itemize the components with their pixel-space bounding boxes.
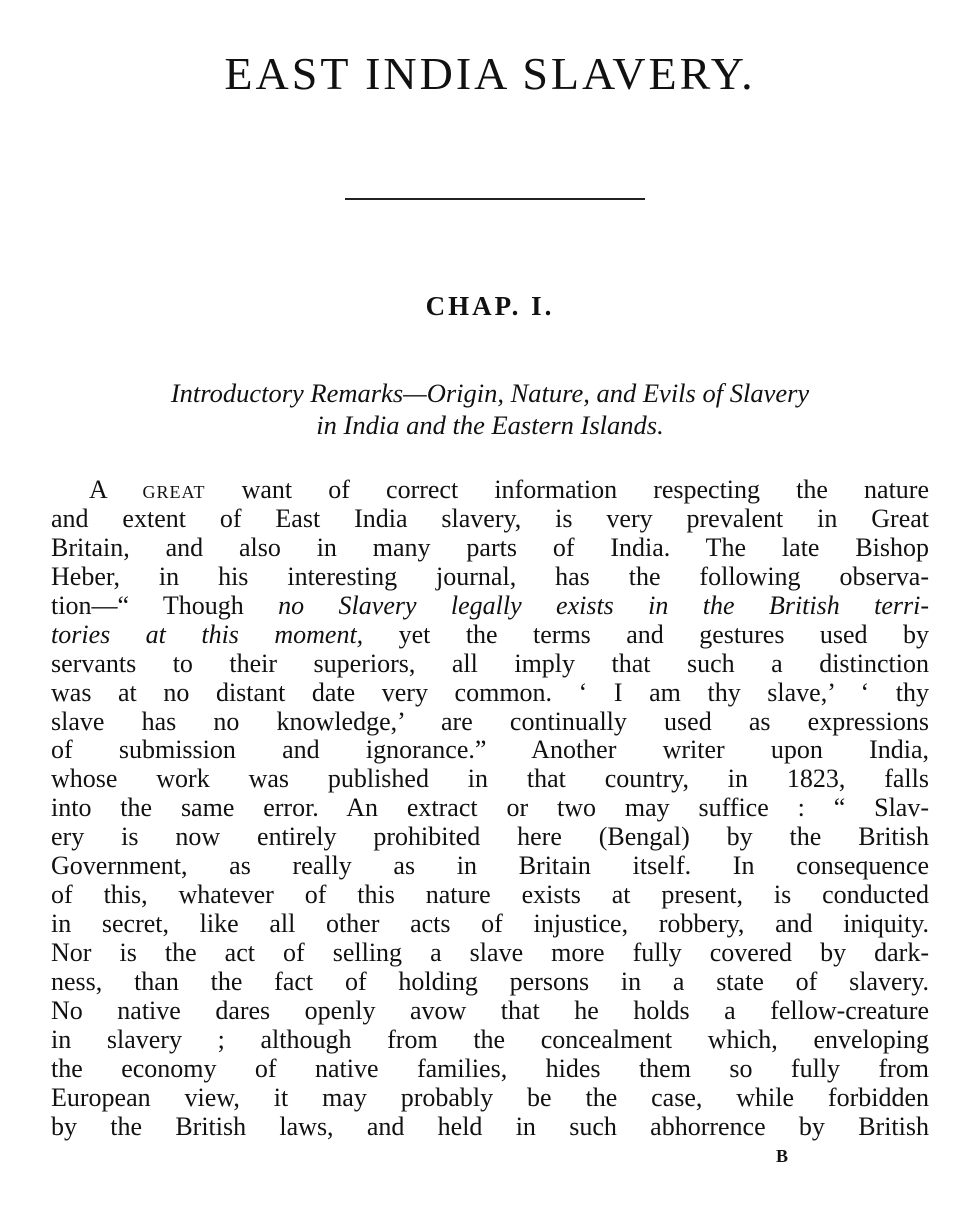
body-line-2: and extent of East India slavery, is very prevalent in Great [51, 503, 929, 533]
chapter-subtitle [48, 377, 932, 441]
body-line-14: Government, as really as in Britain itself. In consequence [51, 851, 929, 881]
body-line-1 [51, 476, 929, 505]
body-line-3: Britain, and also in many parts of India. The late Bishop [51, 532, 929, 562]
body-line-11: whose work was published in that country, in 1823, falls [51, 764, 929, 794]
body-paragraph [51, 476, 929, 1142]
opening-word: A [89, 475, 107, 504]
body-line-4: Heber, in his interesting journal, has the following observa- [51, 561, 929, 591]
body-line-7: servants to their superiors, all imply that such a distinction [51, 648, 929, 678]
body-line-17: Nor is the act of selling a slave more fully covered by dark- [51, 938, 929, 967]
body-line-6-roman: yet the terms and gestures used by [363, 619, 929, 649]
body-line-5-roman: tion—“ Though [51, 590, 279, 620]
body-line-23: by the British laws, and held in such abhorrence by British [51, 1111, 929, 1141]
body-line-20: in slavery ; although from the concealment which, enveloping [51, 1024, 929, 1054]
signature-mark: B [776, 1146, 789, 1166]
title-divider [345, 198, 645, 200]
opening-smallcaps: great [142, 475, 206, 504]
chapter-subtitle-line-2: in India and the Eastern Islands. [316, 410, 664, 440]
body-line-5-italic: no Slavery legally exists in the British terri- [278, 590, 929, 620]
chapter-heading: CHAP. I. [425, 291, 555, 321]
body-line-15: of this, whatever of this nature exists at present, is conducted [51, 880, 929, 910]
body-line-21: the economy of native families, hides them so fully from [51, 1053, 929, 1083]
body-line-16: in secret, like all other acts of injustice, robbery, and iniquity. [51, 909, 929, 939]
body-line-19: No native dares openly avow that he holds a fellow-creature [51, 995, 929, 1025]
body-line-22: European view, it may probably be the case, while forbidden [51, 1082, 929, 1112]
body-line-6 [51, 621, 929, 650]
body-line-6-italic: tories at this moment, [51, 619, 364, 649]
body-line-10: of submission and ignorance.” Another writer upon India, [51, 735, 929, 765]
body-line-18: ness, than the fact of holding persons in a state of slavery. [51, 966, 929, 996]
body-line-1-rest: want of correct information respecting the nature [241, 475, 929, 504]
body-line-12: into the same error. An extract or two may suffice : “ Slav- [51, 793, 929, 823]
body-line-8: was at no distant date very common. ‘ I am thy slave,’ ‘ thy [51, 677, 929, 707]
page-title: EAST INDIA SLAVERY. [224, 48, 756, 99]
chapter-subtitle-line-1: Introductory Remarks—Origin, Nature, and Evils of Slavery [170, 378, 810, 408]
body-line-9: slave has no knowledge,’ are continually used as expressions [51, 706, 929, 736]
body-line-13: ery is now entirely prohibited here (Bengal) by the British [51, 822, 929, 852]
body-line-5 [51, 592, 929, 621]
